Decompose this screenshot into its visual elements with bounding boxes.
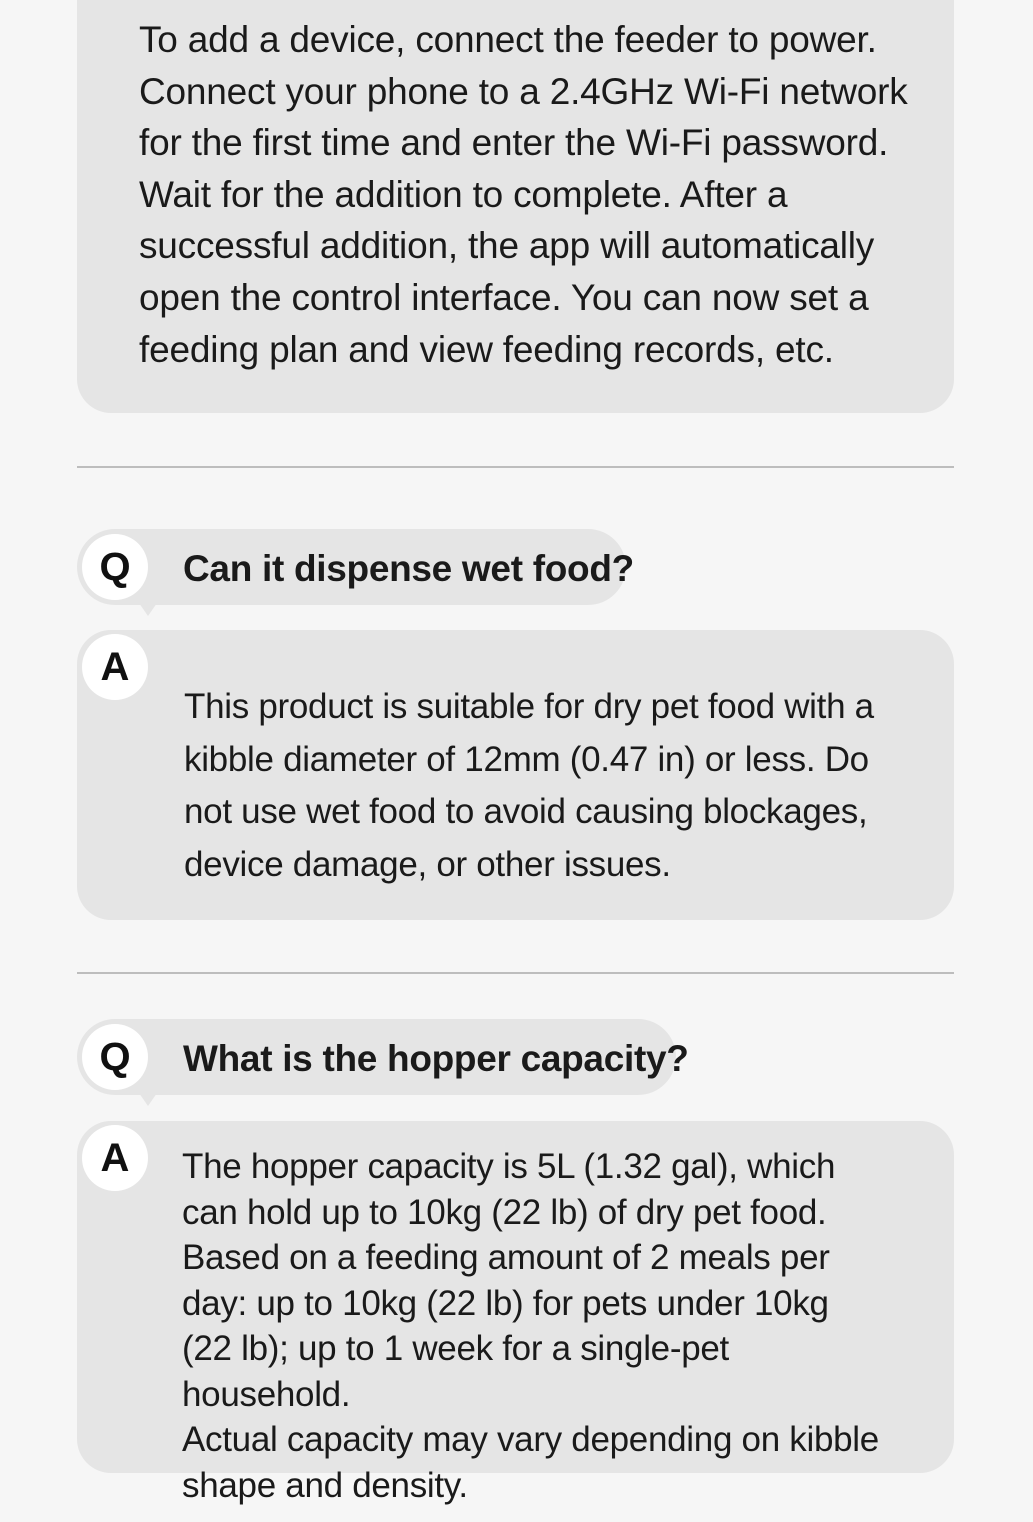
question-text: Can it dispense wet food? xyxy=(183,548,634,589)
question-bubble-tail xyxy=(139,1093,157,1106)
question-badge: Q xyxy=(82,534,148,600)
answer-text: The hopper capacity is 5L (1.32 gal), which can hold up to 10kg (22 lb) of dry pet food. Based on a feeding amount of 2 meals per day: up to 10kg (22 lb) for pets under 10kg (22 lb); up to 1 week for a single-pet household. Actual capacity may vary depending on kibble shape and density. xyxy=(182,1147,879,1505)
question-text: What is the hopper capacity? xyxy=(183,1038,689,1079)
answer-text: This product is suitable for dry pet food with a kibble diameter of 12mm (0.47 in) or less. Do not use wet food to avoid causing blockages, device damage, or other issues. xyxy=(184,687,874,884)
intro-answer-text: To add a device, connect the feeder to power. Connect your phone to a 2.4GHz Wi-Fi network for the first time and enter the Wi-Fi password. Wait for the addition to complete. After a successful addition, the app will automatically open the control interface. You can now set a feeding plan and view feeding records, etc. xyxy=(139,19,908,370)
divider xyxy=(77,972,954,974)
question-bubble-tail xyxy=(139,603,157,616)
divider xyxy=(77,466,954,468)
question-badge: Q xyxy=(82,1024,148,1090)
answer-badge: A xyxy=(82,1125,148,1191)
answer-badge: A xyxy=(82,634,148,700)
